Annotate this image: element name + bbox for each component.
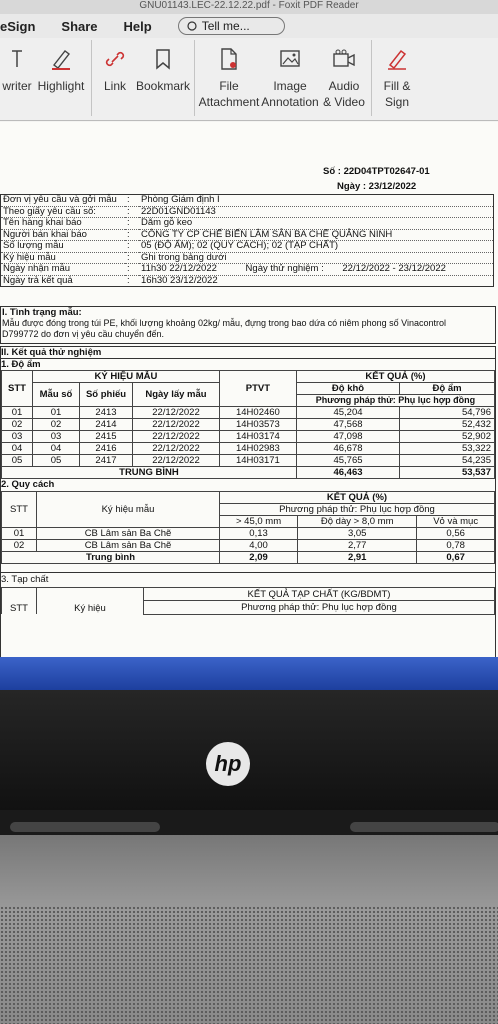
cell-ngay: 22/12/2022 xyxy=(133,455,220,467)
col-header: Ký hiệu mẫu xyxy=(37,492,220,528)
info-row xyxy=(1,241,494,253)
hinge-right xyxy=(350,822,498,832)
cell-mau-so: 05 xyxy=(33,455,80,467)
cell-ngay: 22/12/2022 xyxy=(133,419,220,431)
info-colon: : xyxy=(127,217,130,228)
info-value-text: 11h30 22/12/2022 xyxy=(141,263,217,274)
highlight-icon xyxy=(50,47,72,71)
typewriter-icon xyxy=(10,49,24,69)
cell-so-phieu: 2413 xyxy=(80,407,133,419)
cell-stt: 02 xyxy=(2,540,37,552)
tell-me-search[interactable] xyxy=(178,17,285,35)
col-header: KÝ HIỆU MẪU xyxy=(33,371,220,383)
cell-ky-hieu: CB Lâm sản Ba Chẽ xyxy=(37,528,220,540)
results-section xyxy=(0,346,496,658)
cell-c2: 2,77 xyxy=(298,540,417,552)
link-button[interactable] xyxy=(95,40,135,94)
ngay-value: Ngày : 23/12/2022 xyxy=(337,181,417,192)
info-colon: : xyxy=(127,251,130,263)
menu-share[interactable]: Share xyxy=(61,18,98,34)
moisture-table xyxy=(1,370,495,479)
cell-ngay: 22/12/2022 xyxy=(133,431,220,443)
cell-c1: 0,13 xyxy=(220,528,298,540)
ribbon-divider xyxy=(194,40,195,116)
cell-mau-so: 01 xyxy=(33,407,80,419)
ribbon-label: File Attachment xyxy=(198,79,260,109)
speaker-grille xyxy=(0,906,498,1024)
table-row xyxy=(2,528,495,540)
col-header: Phương pháp thử: Phụ lục hợp đồng xyxy=(220,504,495,516)
cell-mau-so: 03 xyxy=(33,431,80,443)
window-title: GNU01143.LEC-22.12.22.pdf - Foxit PDF Reader xyxy=(0,0,498,14)
ribbon-label: Audio & Video xyxy=(323,79,365,109)
col-header: Số phiếu xyxy=(80,383,133,407)
average-c1: 2,09 xyxy=(220,552,298,564)
cell-do-am: 54,796 xyxy=(400,407,495,419)
table-row xyxy=(2,407,495,419)
cell-do-kho: 46,678 xyxy=(296,443,399,455)
hp-logo: hp xyxy=(206,742,250,786)
cell-so-phieu: 2415 xyxy=(80,431,133,443)
hinge-left xyxy=(10,822,160,832)
info-value: 16h30 23/12/2022 xyxy=(141,274,218,286)
ribbon-label: Link xyxy=(103,79,126,93)
section-title: I. Tình trạng mẫu: xyxy=(2,307,82,318)
info-value: 05 (ĐỘ ẨM); 02 (QUY CÁCH); 02 (TẠP CHẤT) xyxy=(141,240,339,251)
ribbon-label: Image Annotation xyxy=(261,79,319,109)
audio-video-icon xyxy=(331,48,357,70)
col-header: Phương pháp thử: Phụ lục hợp đồng xyxy=(296,395,494,407)
cell-c2: 3,05 xyxy=(298,528,417,540)
cell-so-phieu: 2416 xyxy=(80,443,133,455)
col-header: Độ khô xyxy=(296,383,399,395)
ribbon-divider xyxy=(371,40,372,116)
link-icon xyxy=(104,48,126,70)
info-value xyxy=(139,264,494,276)
average-c3: 0,67 xyxy=(417,552,495,564)
menu-esign[interactable]: eSign xyxy=(0,18,36,34)
ribbon-label: writer xyxy=(2,79,32,93)
col-header: Mẫu số xyxy=(33,383,80,407)
info-key: Tên hàng khai báo xyxy=(3,217,82,228)
info-value: Dăm gỗ keo xyxy=(141,217,193,228)
info-row xyxy=(1,195,494,207)
cell-mau-so: 02 xyxy=(33,419,80,431)
cell-ptvt: 14H03171 xyxy=(219,455,296,467)
cell-ngay: 22/12/2022 xyxy=(133,443,220,455)
tell-me-label: Tell me... xyxy=(201,19,250,33)
col-header: > 45,0 mm xyxy=(220,516,298,528)
col-header: Độ ẩm xyxy=(400,383,495,395)
subsection-title: 2. Quy cách xyxy=(1,479,55,490)
subsection-title: 1. Độ ẩm xyxy=(1,358,495,370)
cell-stt: 03 xyxy=(2,431,33,443)
bookmark-icon xyxy=(155,48,171,70)
table-row xyxy=(2,419,495,431)
col-header: PTVT xyxy=(219,371,296,407)
cell-do-am: 53,322 xyxy=(400,443,495,455)
ribbon-divider xyxy=(91,40,92,116)
cell-stt: 05 xyxy=(2,455,33,467)
info-row xyxy=(1,252,494,264)
laptop-bezel xyxy=(0,690,498,810)
cell-do-kho: 47,098 xyxy=(296,431,399,443)
cell-stt: 04 xyxy=(2,443,33,455)
average-label: TRUNG BÌNH xyxy=(2,467,297,479)
taskbar-edge xyxy=(0,657,498,690)
average-am: 53,537 xyxy=(400,467,495,479)
cell-do-am: 54,235 xyxy=(400,455,495,467)
info-value: CÔNG TY CP CHẾ BIẾN LÂM SẢN BA CHẼ QUẢNG NINH xyxy=(141,228,393,240)
info-key: Đơn vị yêu cầu và gởi mẫu xyxy=(3,194,117,205)
cell-so-phieu: 2417 xyxy=(80,455,133,467)
table-row xyxy=(2,455,495,467)
info-key: Ngày nhận mẫu xyxy=(3,263,71,274)
bookmark-button[interactable] xyxy=(135,40,191,94)
cell-do-kho: 45,765 xyxy=(296,455,399,467)
cell-ptvt: 14H02460 xyxy=(219,407,296,419)
cell-stt: 02 xyxy=(2,419,33,431)
cell-do-kho: 45,204 xyxy=(296,407,399,419)
info-extra-value: 22/12/2022 - 23/12/2022 xyxy=(342,263,446,274)
cell-ky-hieu: CB Lâm sản Ba Chẽ xyxy=(37,540,220,552)
info-row xyxy=(1,264,494,276)
info-value: Phòng Giám định I xyxy=(141,194,220,205)
ribbon-toolbar xyxy=(0,38,498,121)
audio-video-button[interactable] xyxy=(320,40,368,110)
col-header: Độ dày > 8,0 mm xyxy=(298,516,417,528)
ribbon-label: Fill & Sign xyxy=(383,79,411,109)
highlight-button[interactable] xyxy=(34,40,88,94)
info-value: Ghi trong bảng dưới xyxy=(141,251,227,263)
ribbon-label: Bookmark xyxy=(135,79,191,93)
average-row xyxy=(2,552,495,564)
info-row xyxy=(1,218,494,230)
search-icon xyxy=(187,21,197,31)
menu-help[interactable]: Help xyxy=(123,18,152,34)
file-attachment-icon xyxy=(219,47,239,71)
info-row xyxy=(1,206,494,218)
info-key: Người bán khai báo xyxy=(3,228,87,240)
cell-do-kho: 47,568 xyxy=(296,419,399,431)
cell-ngay: 22/12/2022 xyxy=(133,407,220,419)
table-row xyxy=(2,431,495,443)
col-header: Ký hiệu xyxy=(37,588,144,615)
section-title: II. Kết quả thử nghiệm xyxy=(1,347,102,358)
col-header: KẾT QUẢ TẠP CHẤT (KG/BDMT) xyxy=(144,588,495,601)
col-header: Vỏ và mục xyxy=(417,516,495,528)
document-number-block xyxy=(323,164,430,194)
cell-mau-so: 04 xyxy=(33,443,80,455)
col-header: STT xyxy=(2,492,37,528)
file-attachment-button[interactable] xyxy=(198,40,260,110)
sample-condition-section xyxy=(0,306,496,344)
pdf-page xyxy=(0,122,498,657)
table-row xyxy=(2,540,495,552)
info-colon: : xyxy=(127,240,130,251)
info-colon: : xyxy=(127,274,130,286)
cell-c3: 0,78 xyxy=(417,540,495,552)
image-annotation-icon xyxy=(278,48,302,70)
cell-ptvt: 14H02983 xyxy=(219,443,296,455)
info-value: 22D01GND01143 xyxy=(141,205,216,217)
info-colon: : xyxy=(127,205,130,217)
info-key: Theo giấy yêu cầu số: xyxy=(3,205,96,217)
info-table xyxy=(0,194,494,287)
info-colon: : xyxy=(127,194,130,205)
info-extra-key: Ngày thử nghiệm : xyxy=(245,263,324,274)
col-header: STT xyxy=(2,588,37,615)
info-row xyxy=(1,275,494,287)
info-key: Ký hiệu mẫu xyxy=(3,251,56,263)
cell-do-am: 52,902 xyxy=(400,431,495,443)
typewriter-button[interactable] xyxy=(0,40,34,94)
cell-so-phieu: 2414 xyxy=(80,419,133,431)
cell-stt: 01 xyxy=(2,407,33,419)
cell-ptvt: 14H03573 xyxy=(219,419,296,431)
col-header: STT xyxy=(2,371,33,407)
image-annotation-button[interactable] xyxy=(260,40,320,110)
average-c2: 2,91 xyxy=(298,552,417,564)
cell-ptvt: 14H03174 xyxy=(219,431,296,443)
sample-condition-text: D799772 do đơn vị yêu cầu chuyển đến. xyxy=(2,329,165,339)
fill-sign-icon xyxy=(386,47,408,71)
info-colon: : xyxy=(127,228,130,240)
subsection-title: 3. Tạp chất xyxy=(1,572,495,587)
so-value: : 22D04TPT02647-01 xyxy=(337,166,430,177)
cell-do-am: 52,432 xyxy=(400,419,495,431)
col-header: Ngày lấy mẫu xyxy=(133,383,220,407)
average-row xyxy=(2,467,495,479)
average-label: Trung bình xyxy=(2,552,220,564)
col-header: KẾT QUẢ (%) xyxy=(296,371,494,383)
cell-stt: 01 xyxy=(2,528,37,540)
ribbon-label: Highlight xyxy=(37,79,85,93)
col-header: Phương pháp thử: Phụ lục hợp đồng xyxy=(144,601,495,614)
info-key: Ngày trả kết quả xyxy=(3,274,73,286)
table-row xyxy=(2,443,495,455)
cell-c3: 0,56 xyxy=(417,528,495,540)
info-key: Số lượng mẫu xyxy=(3,240,64,251)
so-label: Số xyxy=(323,166,336,177)
average-kho: 46,463 xyxy=(296,467,399,479)
cell-c1: 4,00 xyxy=(220,540,298,552)
size-table xyxy=(1,491,495,564)
impurity-table xyxy=(1,587,495,615)
menu-bar xyxy=(0,14,498,38)
col-header: KẾT QUẢ (%) xyxy=(220,492,495,504)
info-colon: : xyxy=(127,263,130,274)
fill-sign-button[interactable] xyxy=(375,40,419,110)
info-row xyxy=(1,229,494,241)
sample-condition-text: Mẫu được đóng trong túi PE, khối lượng khoảng 02kg/ mẫu, đựng trong bao dứa có niêm phong số Vinacontrol xyxy=(2,318,447,328)
